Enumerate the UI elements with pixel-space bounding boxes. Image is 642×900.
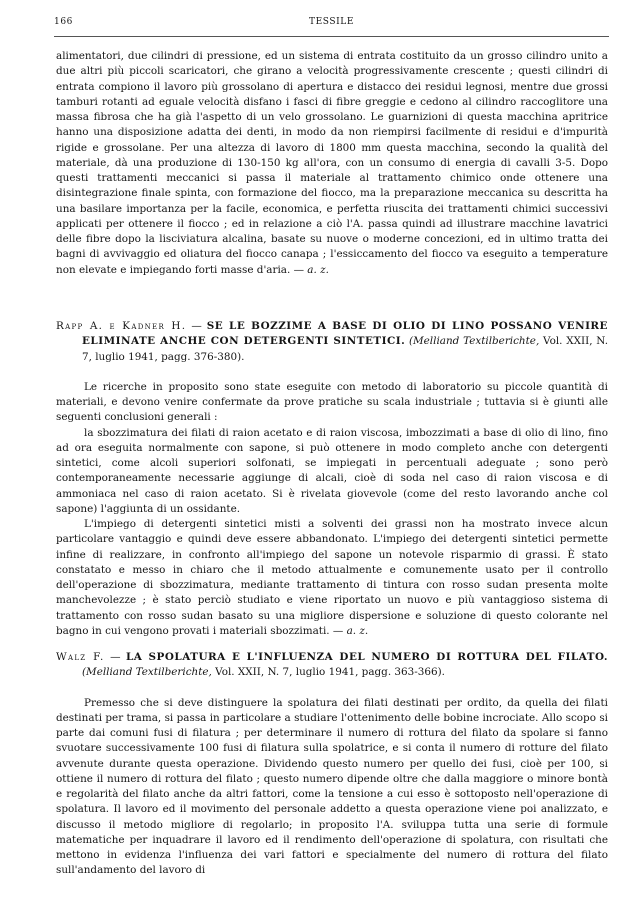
article-signature: a. z. xyxy=(346,624,369,637)
abstract-paragraph: alimentatori, due cilindri di pressione, ed un sistema di entrata costituito da un grosso cilindro unito a due altri più piccoli scaricatori, che girano a velocità progressivamente crescente ; questi cilindri di entrata compiono il lavoro più grossolano di apertura e distacco dei residui legnosi, mentre due grossi tamburi rotanti ad eguale velocità disfano i fasci di fibre greggie e cedono al cilindro raccoglitore una massa fibrosa che ha già l'aspetto di un velo grossolano. Le guarnizioni di questa macchina apritrice hanno una disposizione adatta dei denti, in modo da non riempirsi facilmente di residui e d'impurità rigide e grossolane. Per una altezza di lavoro di 1800 mm questa macchina, secondo la qualità del materiale, dà una produzione di 130-150 kg all'ora, con un consumo di energia di cavalli 3-5. Dopo questi trattamenti meccanici si passa il materiale al trattamento chimico onde ottenere una disintegrazione finale spinta, con formazione del fiocco, ma la preparazione meccanica su descritta ha una basilare importanza per la facile, economica, e perfetta riuscita dei trattamenti chimici successivi applicati per ottenere il fiocco ; ed in relazione a ciò l'A. passa quindi ad illustrare macchine lavatrici delle fibre dopo la lisciviatura alcalina, basate su nuove o moderne concezioni, ed in ultimo tratta dei bagni di avvivaggio ed oliatura del fiocco canapa ; l'essiccamento del fiocco va eseguito a temperature non elevate e impiegando forti masse d'aria. — a. z. xyxy=(56,50,608,276)
article-paragraph: L'impiego di detergenti sintetici misti a solventi dei grassi non ha mostrato invece alcun particolare vantaggio e quindi deve essere abbandonato. L'impiego dei detergenti sintetici permette infine di realizzare, in confronto all'impiego del sapone un notevole risparmio di grassi. È stato constatato e messo in chiaro che il metodo attualmente e comunemente usato per il controllo dell'operazione di sbozzimatura, mediante trattamento di tintura con rosso sudan presenta molte manchevolezze ; è stato perciò studiato e viene riportato un nuovo e più vantaggioso sistema di trattamento con rosso sudan basato su una migliore dispersione e soluzione di questo colorante nel bagno in cui vengono provati i materiali sbozzimati. — a. z. xyxy=(56,518,608,637)
article-heading: Walz F. — LA SPOLATURA E L'INFLUENZA DEL NUMERO DI ROTTURA DEL FILATO. (Melliand Textilberichte, Vol. XXII, N. 7, luglio 1941, pagg. 363-366). xyxy=(56,651,609,679)
article-citation: Vol. XXII, N. 7, luglio 1941, pagg. 376-380). xyxy=(82,335,609,363)
article-paragraph: Le ricerche in proposito sono state eseguite con metodo di laboratorio su piccole quantità di materiali, e devono venire confermate da prove pratiche su scala industriale ; tuttavia si è giunti alle seguenti conclusioni generali : xyxy=(56,380,608,424)
abstract-signature: a. z. xyxy=(307,263,329,276)
header-rule xyxy=(54,36,609,37)
article-authors: Walz F. xyxy=(56,651,105,663)
article-paragraph: la sbozzimatura dei filati di raion acetato e di raion viscosa, imbozzimati a base di olio di lino, fino ad ora eseguita normalmente con sapone, si può ottenere in modo completo anche con detergenti sintetici, come alcoli superiori solfonati, se impiegati in percentuali adeguate ; sono però contemporaneamente necessarie aggiunge di alcali, cioè di soda nel caso di raion viscosa e di ammoniaca nel caso di raion acetato. Si è rivelata giovevole (come del resto lavorando anche col sapone) l'aggiunta di un ossidante. xyxy=(56,426,608,515)
article-walz xyxy=(56,650,608,879)
article-journal: (Melliand Textilberichte, xyxy=(82,666,212,679)
running-header xyxy=(54,17,609,33)
article-heading: Rapp A. e Kadner H. — SE LE BOZZIME A BASE DI OLIO DI LINO POSSANO VENIRE ELIMINATE ANCHE CON DETERGENTI SINTETICI. (Melliand Textilberichte, Vol. XXII, N. 7, luglio 1941, pagg. 376-380). xyxy=(56,320,609,363)
article-paragraph: Premesso che si deve distinguere la spolatura dei filati destinati per ordito, da quella dei filati destinati per trama, si passa in particolare a studiare l'ottenimento delle bobine incrociate. Allo scopo si parte dai comuni fusi di filatura ; per determinare il numero di rottura del filato da spolare si fanno svuotare successivamente 100 fusi di filatura sulla spolatrice, e si conta il numero di rotture del filato avvenute durante questa operazione. Dividendo questo numero per quello dei fusi, cioè per 100, si ottiene il numero di rottura del filato ; questo numero dipende oltre che dalla maggiore o minore bontà e regolarità del filato anche da altri fattori, come la tensione a cui esso è sottoposto nell'operazione di spolatura. Il lavoro ed il movimento del personale addetto a questa operazione viene poi analizzato, e discusso il metodo migliore di regolarlo; in proposito l'A. sviluppa tutta una serie di formule matematiche per inquadrare il lavoro ed il rendimento dell'operazione di spolatura, con risultati che mettono in evidenza l'influenza dei vari fattori e specialmente del numero di rottura del filato sull'andamento del lavoro di xyxy=(56,696,608,877)
article-title: LA SPOLATURA E L'INFLUENZA DEL NUMERO DI ROTTURA DEL FILATO. xyxy=(125,651,609,663)
article-journal: (Melliand Textilberichte, xyxy=(408,335,540,348)
article-citation: Vol. XXII, N. 7, luglio 1941, pagg. 363-366). xyxy=(215,666,445,679)
article-title: SE LE BOZZIME A BASE DI OLIO DI LINO POSSANO VENIRE ELIMINATE ANCHE CON DETERGENTI SINTETICI. xyxy=(82,320,608,348)
article-rapp-kadner xyxy=(56,319,608,639)
continued-abstract xyxy=(56,49,608,278)
section-title: TESSILE xyxy=(308,17,355,27)
article-authors: Rapp A. e Kadner H. xyxy=(56,320,187,332)
page-number: 166 xyxy=(54,17,73,27)
